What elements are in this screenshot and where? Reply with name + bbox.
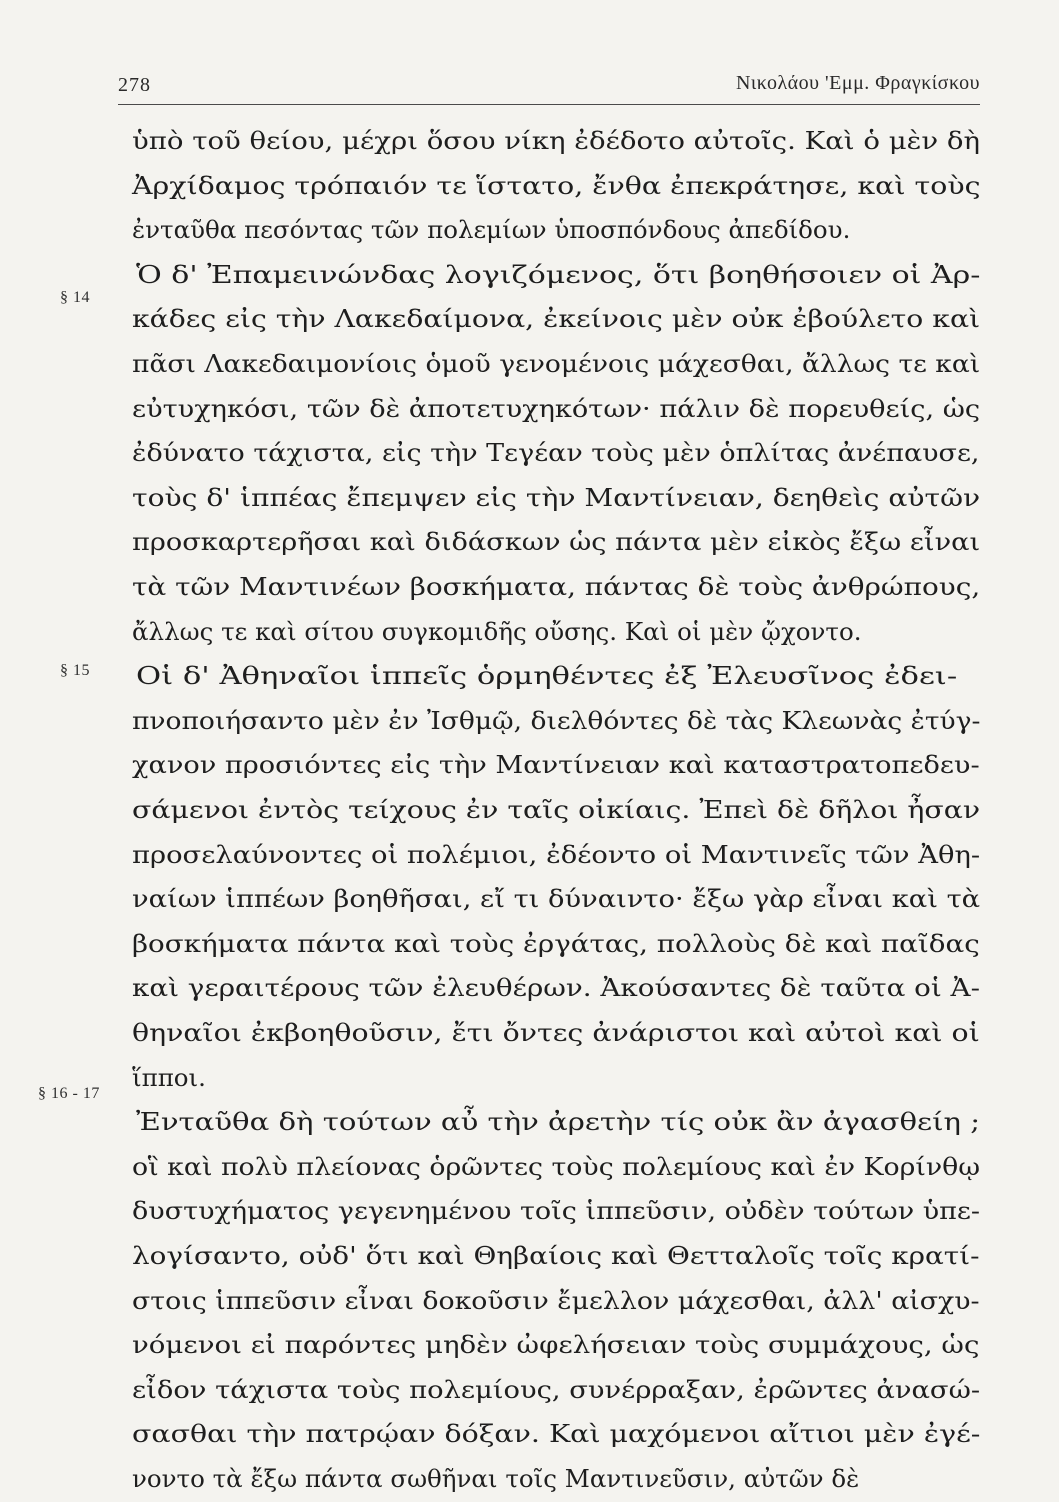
text-line: εὐτυχηκόσι, τῶν δὲ ἀποτετυχηκότων· πάλιν δὲ πορευθείς, ὡς <box>132 393 981 423</box>
text-line: ὑπὸ τοῦ θείου, μέχρι ὅσου νίκη ἐδέδοτο αὐτοῖς. Καὶ ὁ μὲν δὴ <box>132 126 981 155</box>
text-line: προσκαρτερῆσαι καὶ διδάσκων ὡς πάντα μὲν εἰκὸς ἔξω εἶναι <box>132 527 981 557</box>
text-line: Οἱ δ' Ἀθηναῖοι ἱππεῖς ὁρμηθέντες ἐξ Ἐλευσῖνος ἐδει- <box>136 661 958 691</box>
text-line: θηναῖοι ἐκβοηθοῦσιν, ἔτι ὄντες ἀνάριστοι καὶ αὐτοὶ καὶ οἱ <box>132 1018 980 1047</box>
page-header <box>118 72 980 102</box>
header-rule <box>118 104 980 105</box>
text-line: ἐδύνατο τάχιστα, εἰς τὴν Τεγέαν τοὺς μὲν ὁπλίτας ἀνέπαυσε, <box>132 438 980 468</box>
text-line: λογίσαντο, οὐδ' ὅτι καὶ Θηβαίοις καὶ Θετταλοῖς τοῖς κρατί- <box>132 1241 980 1270</box>
text-line: ἵπποι. <box>132 1062 206 1092</box>
text-line: νόμενοι εἰ παρόντες μηδὲν ὠφελήσειαν τοὺς συμμάχους, ὡς <box>132 1330 980 1360</box>
text-line: χανον προσιόντες εἰς τὴν Μαντίνειαν καὶ καταστρατοπεδευ- <box>132 750 980 780</box>
text-line: προσελαύνοντες οἱ πολέμιοι, ἐδέοντο οἱ Μαντινεῖς τῶν Ἀθη- <box>132 839 981 869</box>
running-head: Νικολάου 'Εμμ. Φραγκίσκου <box>735 72 980 94</box>
text-line: Ὁ δ' Ἐπαμεινώνδας λογιζόμενος, ὅτι βοηθήσοιεν οἱ Ἀρ- <box>136 259 981 289</box>
text-line: στοις ἱππεῦσιν εἶναι δοκοῦσιν ἔμελλον μάχεσθαι, ἀλλ' αἰσχυ- <box>132 1285 980 1315</box>
section-marker-16-17: § 16 - 17 <box>38 1085 100 1102</box>
text-line: ἐνταῦθα πεσόντας τῶν πολεμίων ὑποσπόνδους ἀπεδίδου. <box>132 215 851 245</box>
text-line: πᾶσι Λακεδαιμονίοις ὁμοῦ γενομένοις μάχεσθαι, ἄλλως τε καὶ <box>132 349 981 378</box>
text-line: ἄλλως τε καὶ σίτου συγκομιδῆς οὔσης. Καὶ οἱ μὲν ᾤχοντο. <box>132 616 862 646</box>
page-number: 278 <box>118 74 151 96</box>
text-line: καὶ γεραιτέρους τῶν ἐλευθέρων. Ἀκούσαντες δὲ ταῦτα οἱ Ἀ- <box>132 973 980 1003</box>
text-line: νοντο τὰ ἔξω πάντα σωθῆναι τοῖς Μαντινεῦσιν, αὐτῶν δὲ <box>132 1464 860 1493</box>
text-line: πνοποιήσαντο μὲν ἐν Ἰσθμῷ, διελθόντες δὲ τὰς Κλεωνὰς ἐτύγ- <box>132 705 981 735</box>
text-line: Ἀρχίδαμος τρόπαιόν τε ἵστατο, ἔνθα ἐπεκράτησε, καὶ τοὺς <box>132 170 981 200</box>
text-line: κάδες εἰς τὴν Λακεδαίμονα, ἐκείνοις μὲν οὐκ ἐβούλετο καὶ <box>132 304 981 334</box>
text-line: σάμενοι ἐντὸς τείχους ἐν ταῖς οἰκίαις. Ἐπεὶ δὲ δῆλοι ἦσαν <box>132 795 981 824</box>
text-line: οἳ καὶ πολὺ πλείονας ὁρῶντες τοὺς πολεμίους καὶ ἐν Κορίνθῳ <box>132 1151 981 1181</box>
text-line: τοὺς δ' ἱππέας ἔπεμψεν εἰς τὴν Μαντίνειαν, δεηθεὶς αὐτῶν <box>132 482 981 512</box>
section-marker-15: § 15 <box>60 662 90 679</box>
text-line: σασθαι τὴν πατρῴαν δόξαν. Καὶ μαχόμενοι αἴτιοι μὲν ἐγέ- <box>132 1419 981 1449</box>
section-marker-14: § 14 <box>60 289 90 306</box>
text-line: τὰ τῶν Μαντινέων βοσκήματα, πάντας δὲ τοὺς ἀνθρώπους, <box>132 572 981 601</box>
text-line: Ἐνταῦθα δὴ τούτων αὖ τὴν ἀρετὴν τίς οὐκ ἂν ἀγασθείη ; <box>136 1107 981 1137</box>
text-line: δυστυχήματος γεγενημένου τοῖς ἱππεῦσιν, οὐδὲν τούτων ὑπε- <box>132 1196 981 1226</box>
text-line: βοσκήματα πάντα καὶ τοὺς ἐργάτας, πολλοὺς δὲ καὶ παῖδας <box>132 928 980 958</box>
text-line: εἶδον τάχιστα τοὺς πολεμίους, συνέρραξαν, ἐρῶντες ἀνασώ- <box>132 1374 981 1404</box>
text-line: ναίων ἱππέων βοηθῆσαι, εἴ τι δύναιντο· ἔξω γὰρ εἶναι καὶ τὰ <box>132 884 981 914</box>
